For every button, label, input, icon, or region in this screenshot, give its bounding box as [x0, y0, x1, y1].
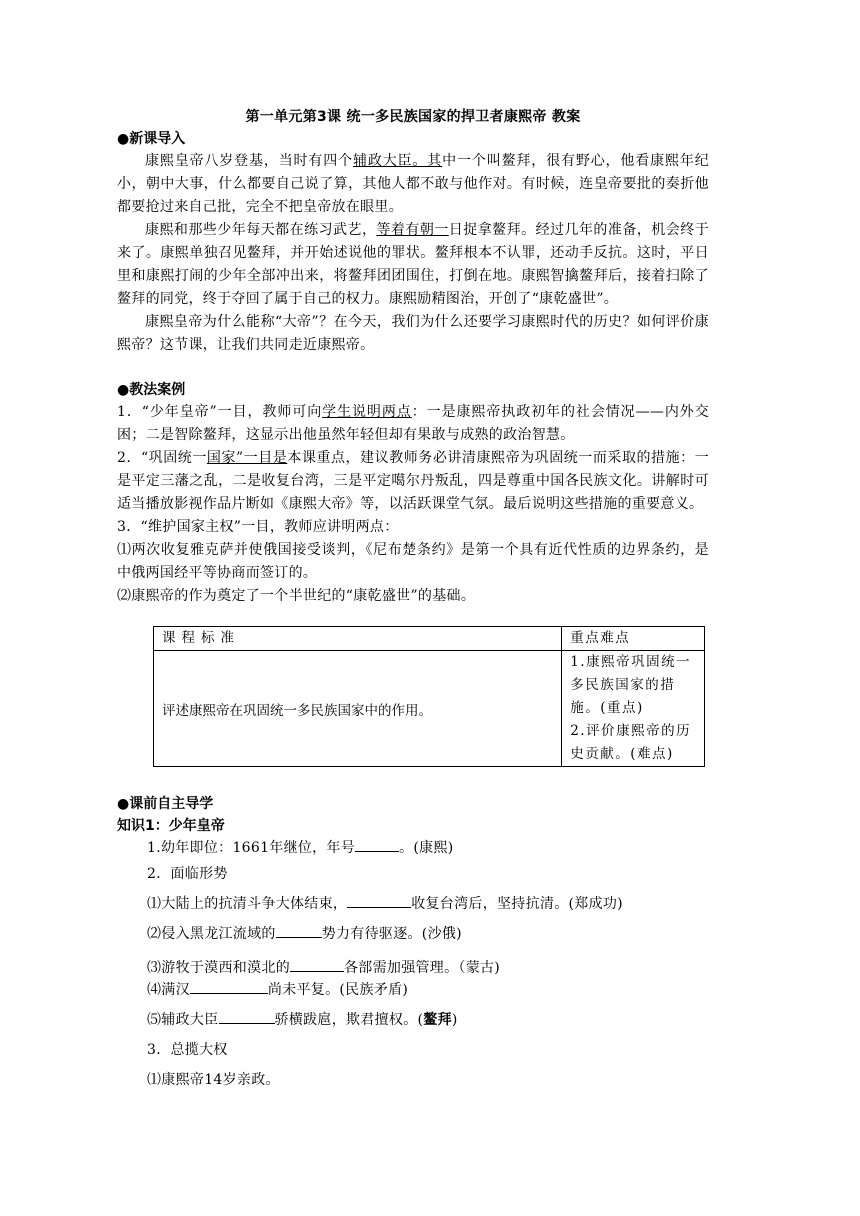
- table-cell-key-points: 1.康熙帝巩固统一多民族国家的措施。(重点) 2.评价康熙帝的历史贡献。(难点): [562, 651, 705, 767]
- text-run: ⑴大陆上的抗清斗争大体结束，: [147, 896, 348, 912]
- text-run: ): [451, 1012, 458, 1028]
- text-run: 中一个叫鳌拜，很有野心，他看康熙年纪小，朝中大事，什么都要自己说了算，其他人都不敢与他作对。有时候，连皇帝要批的奏折他都要抢过来自己批，完全不把皇帝放在眼里。: [117, 153, 709, 215]
- fill-blank: [347, 894, 411, 908]
- text-run: 尚未平复。(民族矛盾): [267, 982, 409, 998]
- section-heading-self-study: ●课前自主导学: [117, 796, 214, 812]
- text-run: 骄横跋扈，欺君擅权。(: [274, 1012, 424, 1028]
- spacer: [117, 767, 709, 793]
- study-line-8: 3．总揽大权: [147, 1042, 228, 1058]
- text-run: ⑶游牧于漠西和漠北的: [147, 960, 290, 976]
- study-line-4: [147, 919, 709, 949]
- table-row: [154, 651, 705, 767]
- text-run: ⑵侵入黑龙江流域的: [147, 926, 276, 942]
- underlined-text: 辅政大臣。其: [353, 153, 443, 169]
- text-run: 各部需加强管理。（蒙古): [344, 960, 501, 976]
- text-run: 康熙皇帝八岁登基，当时有四个: [145, 153, 353, 169]
- table-header-standard: 课程标准: [154, 627, 562, 651]
- lesson-plan: [117, 106, 709, 1095]
- bold-answer: 鳌拜: [423, 1012, 452, 1028]
- study-line-7: [147, 1005, 709, 1035]
- curriculum-table: [153, 626, 705, 767]
- method-item-3: 3．“维护国家主权”一目，教师应讲明两点：: [117, 519, 399, 535]
- underlined-text: 国家”一目是: [206, 450, 288, 466]
- spacer: [117, 357, 709, 379]
- fill-blank: [190, 980, 268, 994]
- method-item-1: [117, 401, 709, 447]
- fill-blank: [276, 924, 322, 938]
- fill-blank: [290, 958, 344, 972]
- knowledge-heading-1: 知识1：少年皇帝: [117, 818, 225, 834]
- fill-blank: [355, 838, 399, 852]
- study-line-2: 2．面临形势: [147, 866, 228, 882]
- text-run: 1．“少年皇帝”一目，教师可向: [117, 404, 323, 420]
- underlined-text: 学生说明两点: [322, 404, 412, 420]
- text-run: ⑸辅政大臣: [147, 1012, 219, 1028]
- intro-paragraph-2: [117, 219, 709, 311]
- study-line-1: [147, 837, 709, 859]
- study-line-3: [147, 889, 709, 919]
- section-heading-methods: ●教法案例: [117, 382, 186, 398]
- text-run: ：一是康熙帝执政初年的社会情况——内外交困；二是智除鳌拜，这显示出他虽然年轻但却有果敢与成熟的政治智慧。: [117, 404, 709, 443]
- fill-blank: [219, 1010, 275, 1024]
- intro-paragraph-1: [117, 150, 709, 219]
- method-item-2: [117, 447, 709, 516]
- underlined-text: 等着有朝一: [376, 222, 449, 238]
- text-run: 本课重点，建议教师务必讲清康熙帝为巩固统一而采取的措施：一是平定三藩之乱，二是收复台湾，三是平定噶尔丹叛乱，四是尊重中国各民族文化。讲解时可适当播放影视作品片断如《康熙大帝》等，以活跃课堂气氛。最后说明这些措施的重要意义。: [117, 450, 709, 512]
- page-title: 第一单元第3课 统一多民族国家的捍卫者康熙帝 教案: [245, 109, 581, 125]
- study-line-9: ⑴康熙帝14岁亲政。: [147, 1072, 280, 1088]
- text-run: 日捉拿鳌拜。经过几年的准备，机会终于来了。康熙单独召见鳌拜，并开始述说他的罪状。鳌拜根本不认罪，还动手反抗。这时，平日里和康熙打闹的少年全部冲出来，将鳌拜团团围住，打倒在地。康熙智擒鳌拜后，接着扫除了鳌拜的同党，终于夺回了属于自己的权力。康熙励精图治，开创了“康乾盛世”。: [117, 222, 709, 307]
- text-run: 。(康熙): [399, 840, 454, 856]
- text-run: ⑷满汉: [147, 982, 190, 998]
- method-item-3-point-1: ⑴两次收复雅克萨并使俄国接受谈判，《尼布楚条约》是第一个具有近代性质的边界条约，是中俄两国经平等协商而签订的。: [117, 542, 709, 581]
- table-header-row: [154, 627, 705, 651]
- study-line-5: [147, 957, 709, 979]
- text-run: 势力有待驱逐。(沙俄): [321, 926, 462, 942]
- text-run: 康熙和那些少年每天都在练习武艺，: [145, 222, 377, 238]
- intro-paragraph-3: 康熙皇帝为什么能称“大帝”？在今天，我们为什么还要学习康熙时代的历史？如何评价康熙帝？这节课，让我们共同走近康熙帝。: [117, 314, 709, 353]
- text-run: 1.幼年即位：1661年继位，年号: [147, 840, 356, 856]
- table-header-key-points: 重点难点: [562, 627, 705, 651]
- method-item-3-point-2: ⑵康熙帝的作为奠定了一个半世纪的“康乾盛世”的基础。: [117, 588, 476, 604]
- section-heading-intro: ●新课导入: [117, 131, 186, 147]
- text-run: 2．“巩固统一: [117, 450, 207, 466]
- text-run: 收复台湾后，坚持抗清。(郑成功): [411, 896, 623, 912]
- table-cell-standard: 评述康熙帝在巩固统一多民族国家中的作用。: [154, 651, 562, 767]
- study-line-6: [147, 979, 709, 1001]
